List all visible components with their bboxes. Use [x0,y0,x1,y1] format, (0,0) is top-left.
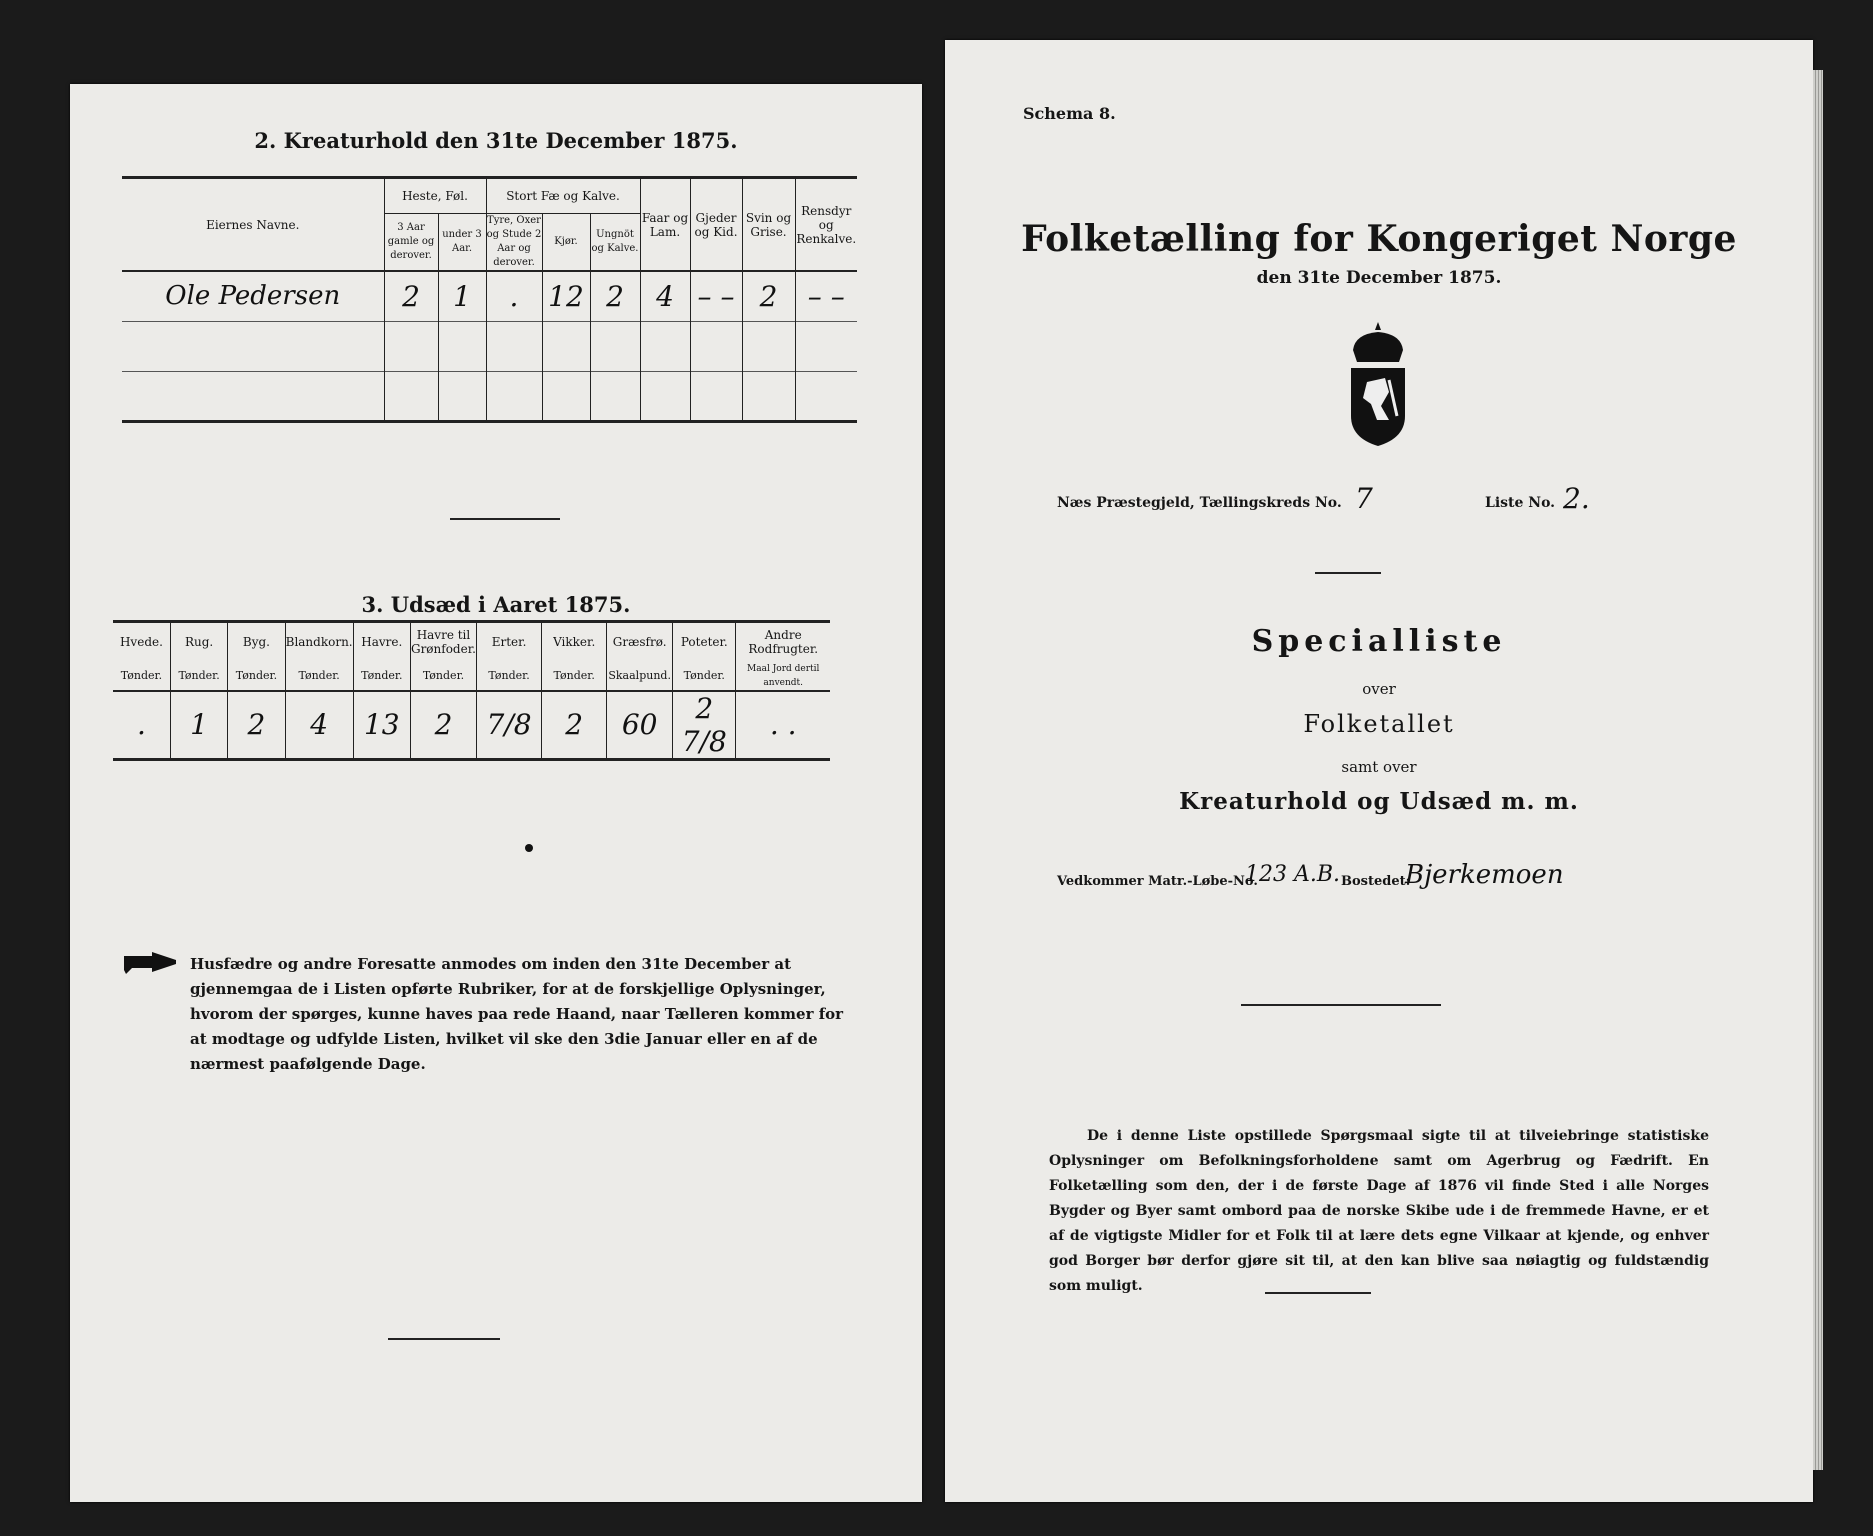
sow-col-unit: Tønder. [410,662,476,691]
val-svin: 2 [742,271,795,321]
sow-col-name: Vikker. [542,622,607,662]
over-text: over [1362,680,1396,698]
col-faar: Faar og Lam. [640,178,690,272]
livestock-row-empty [122,321,857,371]
val-stort-c: 2 [590,271,640,321]
sow-value: 2 7/8 [673,691,736,760]
right-page [945,40,1813,1502]
kreaturhold-heading: Kreaturhold og Udsæd m. m. [1179,788,1579,815]
section3-title: 3. Udsæd i Aaret 1875. [361,592,631,617]
sow-value: . . [736,691,830,760]
val-rensdyr: – – [795,271,857,321]
divider [1315,572,1381,574]
sow-col-unit: Maal Jord dertil anvendt. [736,662,830,691]
census-title: Folketælling for Kongeriget Norge [1021,218,1737,260]
livestock-row-empty [122,371,857,421]
col-heste: Heste, Føl. [384,178,486,214]
schema-label: Schema 8. [1023,104,1116,123]
sow-col-name: Rug. [170,622,227,662]
sow-col-unit: Skaalpund. [607,662,673,691]
left-page [70,84,922,1502]
info-paragraph: De i denne Liste opstillede Spørgsmaal sigte til at tilveiebringe statistiske Oplysninger om Befolkningsforholdene samt om Agerbrug og Fædrift. En Folketælling som den, der i de første Dage af 1876 vil finde Sted i alle Norges Bygder og Byer samt ombord paa de norske Skibe ude i de fremmede Havne, er et af de vigtigste Midler for et Folk til at lære dets egne Vilkaar at kjende, og enhver god Borger bør derfor gjøre sit til, at den kan blive saa nøiagtig og fuldstændig som muligt. [1049,1128,1709,1294]
divider [1265,1292,1371,1294]
matr-label: Vedkommer Matr.-Løbe-No. [1057,874,1258,889]
col-stort-b: Kjør. [542,214,590,272]
sow-value: 2 [410,691,476,760]
sow-col-name: Andre Rodfrugter. [736,622,830,662]
sow-value: 13 [353,691,410,760]
sow-col-unit: Tønder. [285,662,353,691]
divider [1241,1004,1441,1006]
sow-value: 60 [607,691,673,760]
sow-col-name: Erter. [476,622,541,662]
col-svin: Svin og Grise. [742,178,795,272]
sow-value: 1 [170,691,227,760]
divider [450,518,560,520]
matr-no: 123 A.B. [1245,862,1341,887]
sow-col-name: Havre til Grønfoder. [410,622,476,662]
col-heste-a: 3 Aar gamle og derover. [384,214,438,272]
sow-col-unit: Tønder. [476,662,541,691]
val-heste-a: 2 [384,271,438,321]
col-owner: Eiernes Navne. [122,178,384,272]
bostedet-label: Bostedet: [1341,874,1411,889]
val-faar: 4 [640,271,690,321]
sow-col-name: Blandkorn. [285,622,353,662]
sow-value: 2 [228,691,285,760]
sow-col-unit: Tønder. [228,662,285,691]
section2-title: 2. Kreaturhold den 31te December 1875. [254,128,738,153]
sow-value: 4 [285,691,353,760]
kreds-no: 7 [1355,482,1373,515]
sow-col-name: Hvede. [113,622,170,662]
specialliste-heading: Specialliste [1251,624,1507,659]
liste-no: 2. [1563,482,1590,515]
sow-value: 7/8 [476,691,541,760]
livestock-row [122,271,857,321]
livestock-table [122,176,857,423]
sow-col-name: Poteter. [673,622,736,662]
sow-col-unit: Tønder. [113,662,170,691]
col-stort-c: Ungnöt og Kalve. [590,214,640,272]
val-stort-b: 12 [542,271,590,321]
sow-col-unit: Tønder. [673,662,736,691]
col-gjeder: Gjeder og Kid. [690,178,742,272]
census-date: den 31te December 1875. [1256,268,1502,288]
coat-of-arms-icon [1343,320,1413,450]
bostedet-value: Bjerkemoen [1405,860,1564,890]
folketallet-heading: Folketallet [1303,710,1455,738]
col-stort: Stort Fæ og Kalve. [486,178,640,214]
sow-value: . [113,691,170,760]
col-rensdyr: Rensdyr og Renkalve. [795,178,857,272]
page-edge [1813,70,1823,1470]
col-heste-b: under 3 Aar. [438,214,486,272]
val-heste-b: 1 [438,271,486,321]
owner-name: Ole Pedersen [122,271,384,321]
sow-col-unit: Tønder. [353,662,410,691]
sow-value: 2 [542,691,607,760]
notice-text: Husfædre og andre Foresatte anmodes om inden den 31te December at gjennemgaa de i Listen opførte Rubriker, for at de forskjellige Oplysninger, hvorom der spørges, kunne haves paa rede Haand, naar Tælleren kommer for at modtage og udfylde Listen, hvilket vil ske den 3die Januar eller en af de nærmest paafølgende Dage. [190,955,844,1073]
val-gjeder: – – [690,271,742,321]
divider [388,1338,500,1340]
samt-over-text: samt over [1341,758,1417,776]
ink-dot [525,844,533,852]
val-stort-a: . [486,271,542,321]
sow-col-unit: Tønder. [542,662,607,691]
sow-col-unit: Tønder. [170,662,227,691]
liste-label: Liste No. [1485,495,1556,511]
prestegjeld-label: Næs Præstegjeld, Tællingskreds No. [1057,495,1342,511]
col-stort-a: Tyre, Oxer og Stude 2 Aar og derover. [486,214,542,272]
pointing-hand-icon [122,950,180,976]
sow-col-name: Byg. [228,622,285,662]
sow-col-name: Græsfrø. [607,622,673,662]
sow-col-name: Havre. [353,622,410,662]
sowing-table [113,620,830,761]
sowing-row [113,691,830,760]
